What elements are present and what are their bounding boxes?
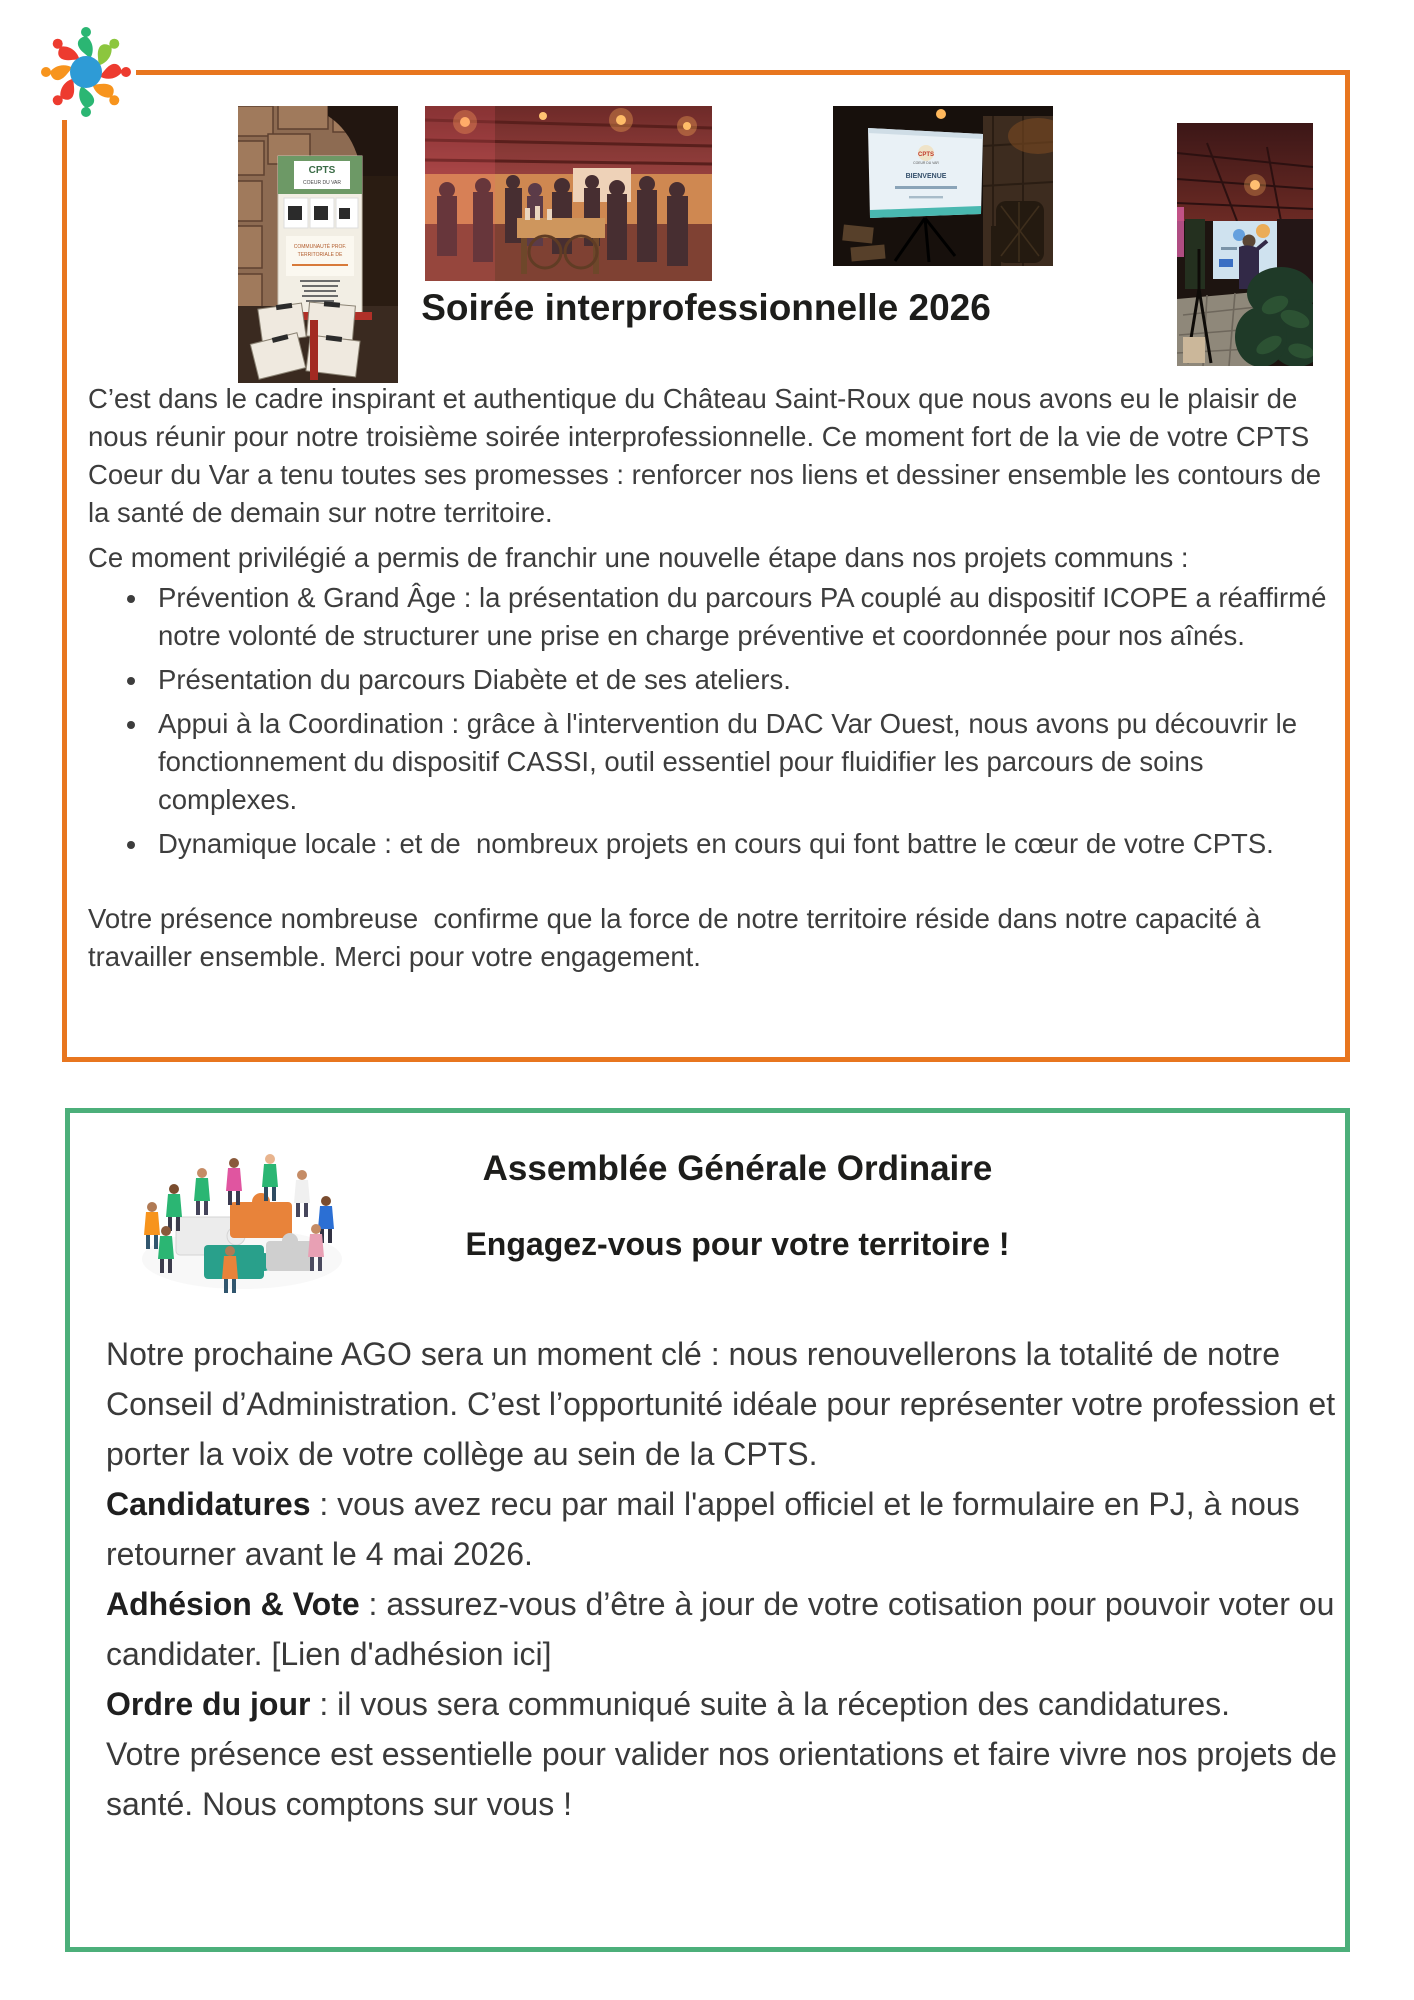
presentation-photo-graphic <box>1177 123 1313 366</box>
candidatures-text: : vous avez recu par mail l'appel officiel et le formulaire en PJ, à nous retourner avant le 4 mai 2026. <box>106 1486 1309 1572</box>
welcome-screen-photo-graphic <box>833 106 1053 266</box>
ago-item-candidatures <box>106 1479 1351 1579</box>
ago-text-column <box>106 1329 1351 1829</box>
candidatures-label: Candidatures <box>106 1486 311 1522</box>
list-item-dynamique: • Dynamique locale : et de nombreux projets en cours qui font battre le cœur de votre CPTS. <box>150 825 1328 863</box>
svg-text:COMMUNAUTÉ PROF.: COMMUNAUTÉ PROF. <box>293 244 347 250</box>
list-item-diabete: • Présentation du parcours Diabète et de ses ateliers. <box>150 661 1328 699</box>
photo-cpts-banner-stand <box>238 106 398 383</box>
soiree-section <box>62 70 1350 1062</box>
ago-item-ordre-du-jour <box>106 1679 1351 1729</box>
soiree-intro-paragraph: C’est dans le cadre inspirant et authentique du Château Saint-Roux que nous avons eu le plaisir de nous réunir pour notre troisième soirée interprofessionnelle. Ce moment fort de la vie de votre CPTS Coeur du Var a tenu toutes ses promesses : renforcer nos liens et dessiner ensemble les contours de la santé de demain sur notre territoire. <box>88 383 1329 528</box>
teamwork-puzzle-illustration <box>130 1147 354 1297</box>
svg-text:TERRITORIALE DE: TERRITORIALE DE <box>297 252 343 258</box>
svg-text:COEUR DU VAR: COEUR DU VAR <box>303 180 341 186</box>
ago-intro-paragraph: Notre prochaine AGO sera un moment clé : nous renouvellerons la totalité de notre Conseil d’Administration. C’est l’opportunité idéale pour représenter votre profession et porter la voix de votre collège au sein de la CPTS. <box>106 1336 1344 1472</box>
svg-text:CPTS: CPTS <box>308 165 336 176</box>
svg-text:CPTS: CPTS <box>917 152 935 158</box>
photo-reception-crowd <box>425 106 712 281</box>
soiree-highlights-list <box>88 579 1335 863</box>
soiree-closing-paragraph: Votre présence nombreuse confirme que la force de notre territoire réside dans notre capacité à travailler ensemble. Merci pour votre engagement. <box>88 903 1269 972</box>
crowd-photo-graphic <box>425 106 712 281</box>
adhesion-label: Adhésion & Vote <box>106 1586 360 1622</box>
ago-title: Assemblée Générale Ordinaire <box>482 1149 993 1188</box>
ago-closing-paragraph: Votre présence est essentielle pour valider nos orientations et faire vivre nos projets de santé. Nous comptons sur vous ! <box>106 1736 1346 1822</box>
svg-text:COEUR DU VAR: COEUR DU VAR <box>913 161 939 165</box>
ordre-du-jour-label: Ordre du jour <box>106 1686 311 1722</box>
ago-section <box>65 1108 1350 1952</box>
svg-text:BIENVENUE: BIENVENUE <box>905 173 947 180</box>
adhesion-text: : assurez-vous d’être à jour de votre cotisation pour pouvoir voter ou candidater. <box>106 1586 1344 1672</box>
list-item-coordination: • Appui à la Coordination : grâce à l'intervention du DAC Var Ouest, nous avons pu découvrir le fonctionnement du dispositif CASSI, outil essentiel pour fluidifier les parcours de soins complexes. <box>150 705 1328 819</box>
cpts-logo <box>36 20 136 120</box>
photo-speaker-presentation <box>1177 123 1313 366</box>
soiree-text-column <box>88 380 1335 976</box>
banner-photo-graphic <box>238 106 398 383</box>
teamwork-puzzle-graphic <box>130 1147 354 1297</box>
ago-item-adhesion <box>106 1579 1351 1679</box>
list-item-prevention: • Prévention & Grand Âge : la présentation du parcours PA couplé au dispositif ICOPE a réaffirmé notre volonté de structurer une prise en charge préventive et coordonnée pour nos aînés. <box>150 579 1328 655</box>
photo-welcome-screen <box>833 106 1053 266</box>
soiree-title: Soirée interprofessionnelle 2026 <box>421 287 991 328</box>
cpts-logo-graphic <box>36 20 136 120</box>
adhesion-link[interactable]: [Lien d'adhésion ici] <box>271 1636 552 1672</box>
ago-subtitle: Engagez-vous pour votre territoire ! <box>465 1226 1010 1262</box>
ordre-du-jour-text: : il vous sera communiqué suite à la réception des candidatures. <box>310 1686 1231 1722</box>
soiree-lead-paragraph: Ce moment privilégié a permis de franchir une nouvelle étape dans nos projets communs : <box>88 542 1189 573</box>
